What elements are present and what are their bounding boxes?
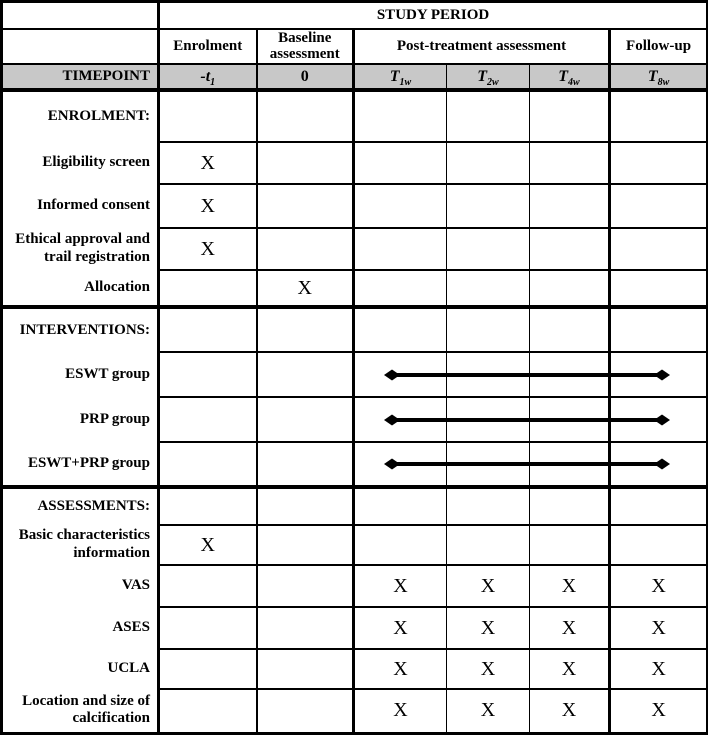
empty-cell xyxy=(257,397,354,442)
mark-cell xyxy=(354,142,447,184)
empty-cell xyxy=(530,307,610,352)
mark-cell xyxy=(530,228,610,270)
mark-cell xyxy=(159,649,257,689)
group-header-follow-up: Follow-up xyxy=(610,29,708,65)
table-row xyxy=(2,352,708,397)
empty-cell xyxy=(610,307,708,352)
mark-cell xyxy=(447,270,530,307)
arrow-span-cell xyxy=(354,397,447,442)
mark-cell: X xyxy=(159,142,257,184)
corner-cell xyxy=(2,29,159,65)
empty-cell xyxy=(354,90,447,142)
timepoint-main: 0 xyxy=(300,67,309,85)
timepoint-main: T xyxy=(389,67,400,85)
mark-cell: X xyxy=(610,565,708,607)
mark-cell xyxy=(159,689,257,733)
empty-cell xyxy=(159,307,257,352)
mark-cell xyxy=(257,649,354,689)
table-row xyxy=(2,29,708,65)
row-label-cell: Basic characteristics information xyxy=(18,527,150,562)
timepoint-main: T xyxy=(558,67,569,85)
empty-cell xyxy=(159,397,257,442)
empty-cell xyxy=(159,90,257,142)
timepoint-row xyxy=(2,64,708,90)
timepoint-subscript: 1w xyxy=(399,76,412,88)
empty-cell xyxy=(447,487,530,525)
mark-cell: X xyxy=(610,607,708,649)
mark-cell xyxy=(447,525,530,565)
table-row xyxy=(2,397,708,442)
section-title-row xyxy=(2,487,708,525)
row-label-cell: Eligibility screen xyxy=(42,154,150,171)
empty-cell xyxy=(447,90,530,142)
mark-cell: X xyxy=(530,689,610,733)
section-title-row xyxy=(2,90,708,142)
mark-cell: X xyxy=(610,649,708,689)
section-title-cell-interventions: INTERVENTIONS: xyxy=(19,321,150,338)
mark-cell: X xyxy=(159,525,257,565)
mark-cell xyxy=(610,228,708,270)
table-row xyxy=(2,689,708,733)
intervention-duration-arrow xyxy=(384,457,670,471)
mark-cell: X xyxy=(530,607,610,649)
section-title-cell-enrolment: ENROLMENT: xyxy=(47,108,150,125)
timepoint-cell-0 xyxy=(257,64,354,90)
row-label-cell: Informed consent xyxy=(37,197,150,214)
arrow-span-cell xyxy=(354,352,447,397)
mark-cell: X xyxy=(257,270,354,307)
empty-cell xyxy=(257,487,354,525)
empty-cell xyxy=(447,307,530,352)
empty-cell xyxy=(530,90,610,142)
empty-cell xyxy=(257,352,354,397)
table-row xyxy=(2,565,708,607)
mark-cell xyxy=(257,525,354,565)
intervention-duration-arrow xyxy=(384,368,670,382)
timepoint-cell-t4w xyxy=(530,64,610,90)
mark-cell xyxy=(610,270,708,307)
table-row xyxy=(2,2,708,29)
mark-cell xyxy=(354,525,447,565)
empty-cell xyxy=(159,352,257,397)
timepoint-main: T xyxy=(647,67,658,85)
timepoint-cell-t2w xyxy=(447,64,530,90)
table-row xyxy=(2,184,708,228)
section-title-cell-assessments: ASSESSMENTS: xyxy=(37,498,150,515)
mark-cell: X xyxy=(447,649,530,689)
mark-cell xyxy=(159,565,257,607)
mark-cell xyxy=(530,184,610,228)
mark-cell: X xyxy=(447,607,530,649)
mark-cell: X xyxy=(530,649,610,689)
mark-cell xyxy=(447,184,530,228)
mark-cell: X xyxy=(447,689,530,733)
timepoint-main: T xyxy=(477,67,488,85)
mark-cell xyxy=(530,525,610,565)
mark-cell xyxy=(610,142,708,184)
row-label-cell: Location and size of calcification xyxy=(22,692,150,727)
mark-cell: X xyxy=(354,689,447,733)
table-row xyxy=(2,607,708,649)
mark-cell: X xyxy=(354,649,447,689)
table-row xyxy=(2,142,708,184)
table-row xyxy=(2,649,708,689)
empty-cell xyxy=(159,442,257,487)
mark-cell xyxy=(447,228,530,270)
mark-cell xyxy=(257,142,354,184)
mark-cell xyxy=(447,142,530,184)
row-label-cell: UCLA xyxy=(107,660,150,677)
mark-cell xyxy=(530,142,610,184)
empty-cell xyxy=(257,307,354,352)
empty-cell xyxy=(257,442,354,487)
mark-cell xyxy=(354,270,447,307)
timepoint-subscript: 4w xyxy=(568,76,580,88)
study-period-header: STUDY PERIOD xyxy=(159,2,708,29)
empty-cell xyxy=(610,487,708,525)
empty-cell xyxy=(530,487,610,525)
table-row xyxy=(2,270,708,307)
mark-cell xyxy=(159,607,257,649)
row-label-cell: ESWT+PRP group xyxy=(2,442,159,487)
table-row xyxy=(2,228,708,270)
group-header-baseline: Baseline assessment xyxy=(257,29,354,65)
corner-cell xyxy=(2,2,159,29)
mark-cell: X xyxy=(530,565,610,607)
row-label-cell: Ethical approval and trail registration xyxy=(15,231,150,266)
timepoint-cell-t1w xyxy=(354,64,447,90)
group-header-enrolment: Enrolment xyxy=(159,29,257,65)
mark-cell: X xyxy=(447,565,530,607)
mark-cell: X xyxy=(159,184,257,228)
mark-cell: X xyxy=(354,565,447,607)
row-label-cell: ESWT group xyxy=(65,365,150,382)
timepoint-cell-minus-t1 xyxy=(159,64,257,90)
mark-cell xyxy=(257,184,354,228)
timepoint-cell-t8w xyxy=(610,64,708,90)
mark-cell xyxy=(610,525,708,565)
mark-cell xyxy=(354,184,447,228)
timepoint-main: -t xyxy=(200,67,211,85)
mark-cell xyxy=(257,607,354,649)
mark-cell xyxy=(354,228,447,270)
intervention-duration-arrow xyxy=(384,413,670,427)
group-header-post-treatment: Post-treatment assessment xyxy=(354,29,610,65)
empty-cell xyxy=(354,307,447,352)
timepoint-subscript: 1 xyxy=(210,76,216,88)
timepoint-subscript: 2w xyxy=(487,76,499,88)
mark-cell xyxy=(610,184,708,228)
row-label-cell: ASES xyxy=(112,619,150,636)
row-label-cell: VAS xyxy=(121,577,150,594)
empty-cell xyxy=(159,487,257,525)
mark-cell: X xyxy=(159,228,257,270)
section-title-row xyxy=(2,307,708,352)
empty-cell xyxy=(257,90,354,142)
mark-cell: X xyxy=(354,607,447,649)
mark-cell xyxy=(257,689,354,733)
mark-cell xyxy=(257,228,354,270)
table-row xyxy=(2,442,708,487)
timepoint-label-cell: TIMEPOINT xyxy=(2,64,159,90)
arrow-span-cell xyxy=(354,442,447,487)
mark-cell: X xyxy=(610,689,708,733)
table-row xyxy=(2,525,708,565)
row-label-cell: Allocation xyxy=(2,270,159,307)
mark-cell xyxy=(159,270,257,307)
empty-cell xyxy=(610,90,708,142)
empty-cell xyxy=(354,487,447,525)
mark-cell xyxy=(530,270,610,307)
mark-cell xyxy=(257,565,354,607)
row-label-cell: PRP group xyxy=(79,410,150,427)
timepoint-subscript: 8w xyxy=(657,76,670,88)
